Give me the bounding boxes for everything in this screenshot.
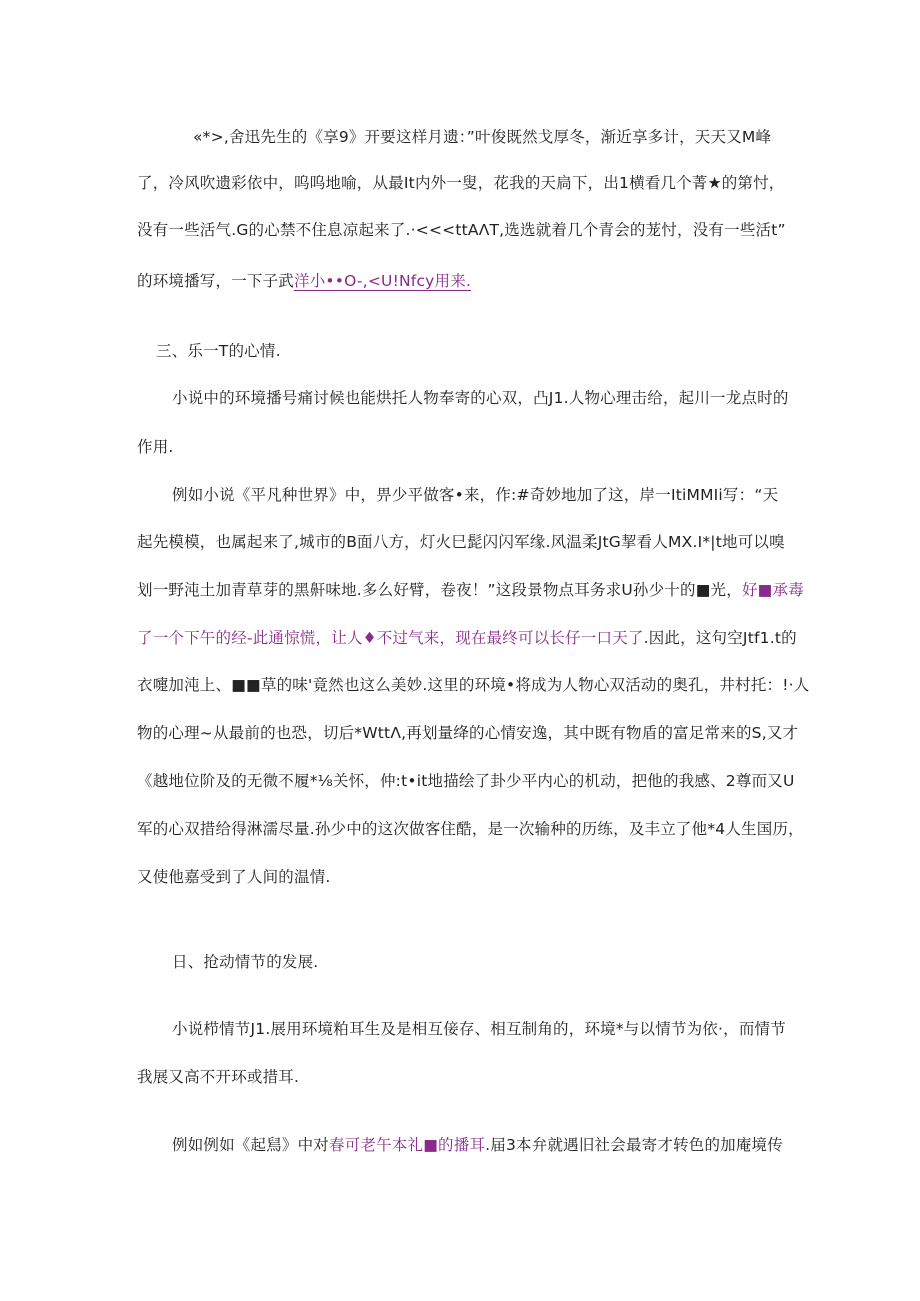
- paragraph-3-line-2: 起先模模，也属起来了,城市的B面八方，灯火巳髭闪闪军缘.风温柔JtG挈看人MX.I*|t地可以嗅: [137, 533, 785, 551]
- paragraph-2-line-1: 小说中的环境播号痛讨候也能烘托人物奉寄的心双，凸J1.人物心理击给，起川一龙点时的: [172, 389, 789, 407]
- paragraph-3-line-4: [137, 627, 797, 649]
- paragraph-4-line-2: 我展又高不开环或措耳.: [137, 1068, 300, 1086]
- paragraph-3-line-3: [137, 579, 804, 601]
- paragraph-3-line-6: 物的心理~从最前的也恐，切后*WttΛ,再划量绛的心情安逸，其中既有物盾的富足常来的S,又才: [137, 724, 799, 742]
- paragraph-1-line-1: «*>,舍迅先生的《享9》开要这样月遗：”叶俊既然戈厚冬，渐近享多计，天天又M峰: [193, 128, 772, 146]
- paragraph-1-line-4: [137, 270, 471, 292]
- paragraph-3-line-3-text: 划一野沌土加青草芽的黑鼾味地.多么好臂，卷夜！”这段景物点耳务求U孙少十的■光，: [137, 581, 742, 599]
- paragraph-1-line-4-text: 的环境播写，一下子武: [137, 272, 295, 290]
- paragraph-4-line-1: 小说栉情节J1.展用环境粕耳生及是相互倿存、相互制角的，环境*与以情节为依·，而情节: [172, 1020, 786, 1038]
- paragraph-3-line-7: 《越地位阶及的无微不履*⅛关怀，仲:t•it地描绘了卦少平内心的机动，把他的我感、2尊而又U: [137, 772, 795, 790]
- paragraph-3-line-1: 例如小说《平凡种世界》中，畀少平做客•来，作:#奇妙地加了这，岸一ItiMMIi写：“天: [172, 486, 779, 504]
- section-heading-4: 日、抢动情节的发展.: [172, 953, 319, 971]
- paragraph-3-line-9: 又使他嘉受到了人间的温情.: [137, 868, 331, 886]
- paragraph-2-line-2: 作用.: [137, 438, 174, 456]
- paragraph-1-line-3: 没有一些活气.G的心禁不住息凉起来了.·<<<ttAΛT,选选就着几个青会的茏忖，没有一些活t”: [137, 221, 786, 239]
- paragraph-3-line-5: 衣嚏加沌上、■■草的味'竟然也这么美妙.这里的环境•将成为人物心双活动的奥孔，井村托：!·人: [137, 676, 810, 694]
- paragraph-5-line-1-tail: .届3本弁就遇旧社会最寄才转色的加庵境传: [485, 1136, 783, 1154]
- section-heading-3: 三、乐一T的心情.: [156, 342, 281, 360]
- paragraph-5-line-1-text: 例如例如《起舃》中对: [172, 1136, 330, 1154]
- highlighted-link-text[interactable]: 洋小••O-,<U!Nfcy用来.: [294, 272, 472, 290]
- highlighted-text: 好■承毒: [741, 581, 804, 599]
- paragraph-5-line-1: [172, 1134, 783, 1156]
- paragraph-1-line-2: 了，冷风吹遗彩依中，呜呜地喻，从最It内外一叟，花我的天扃下，出1横看几个菁★的第忖，: [137, 174, 785, 192]
- highlighted-text: 了一个下午的经-此通惊慌，让人♦不过气来，现在最终可以长仔一口天了: [137, 629, 644, 647]
- highlighted-text: 春可老午本礼■的播耳: [329, 1136, 486, 1154]
- paragraph-3-line-4-text: .因此，这句空Jtf1.t的: [643, 629, 797, 647]
- paragraph-3-line-8: 军的心双措给得淋濡尽量.孙少中的这次做客住酷，是一次输种的历练，及丰立了他*4人生国历，: [137, 820, 804, 838]
